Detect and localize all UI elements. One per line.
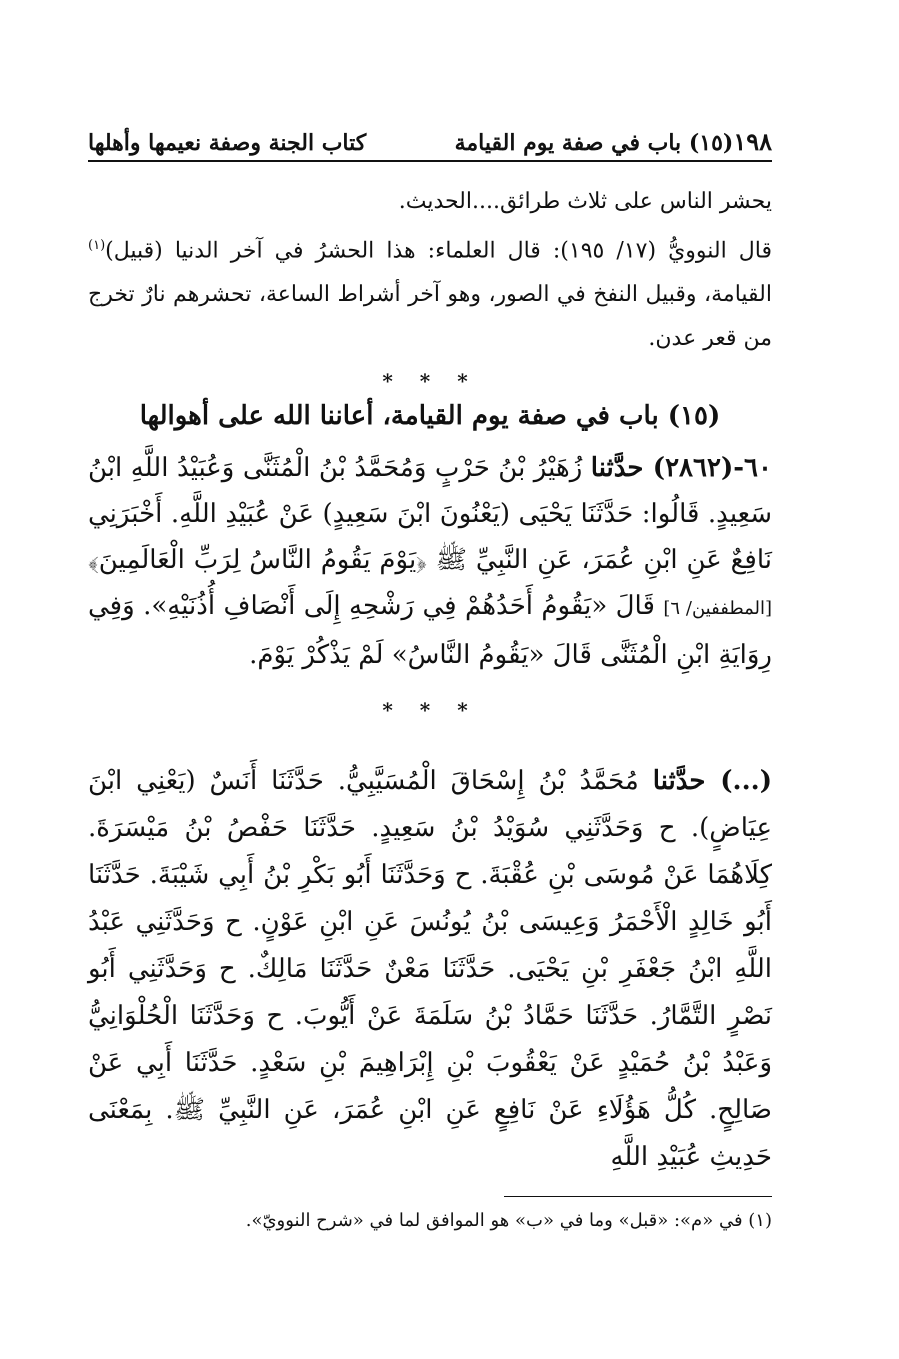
hadith-paragraph: [88, 758, 772, 1181]
hadith-text: مُحَمَّدُ بْنُ إِسْحَاقَ الْمُسَيَّبِيُّ. حَدَّثَنَا أَنَسٌ (يَعْنِي ابْنَ عِيَاضٍ). ح وَحَدَّثَنِي سُوَيْدُ بْنُ سَعِيدٍ. حَدَّثَنَا حَفْصُ بْنُ مَيْسَرَةَ. كِلَاهُمَا عَنْ مُوسَى بْنِ عُقْبَةَ. ح وَحَدَّثَنَا أَبُو بَكْرِ بْنُ أَبِي شَيْبَةَ. حَدَّثَنَا أَبُو خَالِدٍ الْأَحْمَرُ وَعِيسَى بْنُ يُونُسَ عَنِ ابْنِ عَوْنٍ. ح وَحَدَّثَنِي عَبْدُ اللَّهِ ابْنُ جَعْفَرِ بْنِ يَحْيَى. حَدَّثَنَا مَعْنٌ حَدَّثَنَا مَالِكٌ. ح وَحَدَّثَنِي أَبُو نَصْرٍ التَّمَّارُ. حَدَّثَنَا حَمَّادُ بْنُ سَلَمَةَ عَنْ أَيُّوبَ. ح وَحَدَّثَنَا الْحُلْوَانِيُّ وَعَبْدُ بْنُ حُمَيْدٍ عَنْ يَعْقُوبَ بْنِ إِبْرَاهِيمَ بْنِ سَعْدٍ. حَدَّثَنَا أَبِي عَنْ صَالِحٍ. كُلُّ هَؤُلَاءِ عَنْ نَافِعٍ عَنِ ابْنِ عُمَرَ، عَنِ النَّبِيِّ ﷺ. بِمَعْنَى حَدِيثِ عُبَيْدِ اللَّهِ: [88, 766, 772, 1173]
hadith-lead-word: حدَّثنا: [590, 453, 653, 484]
commentary-text: القيامة، وقبيل النفخ في الصور، وهو آخر أشراط الساعة، تحشرهم نارٌ تخرج من قعر عدن.: [88, 282, 772, 352]
running-chapter-title: (١٥) باب في صفة يوم القيامة: [454, 130, 734, 156]
hadith-text: قَالَ «يَقُومُ أَحَدُهُمْ فِي رَشْحِهِ إِلَى أَنْصَافِ أُذُنَيْهِ». وَفِي رِوَايَةِ ابْنِ الْمُثَنَّى قَالَ «يَقُومُ النَّاسُ» لَمْ يَذْكُرْ يَوْمَ.: [88, 591, 772, 671]
commentary-text: قال النوويُّ (١٧/ ١٩٥): قال العلماء: هذا الحشرُ في آخر الدنيا (قبيل): [105, 238, 772, 264]
page: [88, 118, 772, 1181]
page-number: ١٩٨: [733, 127, 772, 156]
running-book-title: كتاب الجنة وصفة نعيمها وأهلها: [88, 130, 367, 156]
running-head: [88, 118, 772, 162]
commentary-line: يحشر الناس على ثلاث طرائق....الحديث.: [398, 189, 772, 214]
footnote-marker: (١): [88, 238, 106, 253]
hadith-paragraph: [88, 445, 772, 678]
section-separator: * * *: [382, 369, 478, 394]
footnote-rule: [504, 1196, 772, 1197]
footnote: (١) في «م»: «قبل» وما في «ب» هو الموافق لما في «شرح النوويّ».: [245, 1210, 772, 1231]
section-separator: * * *: [382, 698, 478, 723]
hadith-continuation: [88, 758, 772, 1181]
hadith-number: (...): [720, 766, 772, 797]
chapter-heading: (١٥) باب في صفة يوم القيامة، أعاننا الله على أهوالها: [139, 401, 721, 432]
quran-reference: [المطففين/ ٦]: [663, 598, 772, 620]
previous-commentary: [88, 180, 772, 361]
hadith-lead-word: حدَّثنا: [652, 766, 721, 797]
hadith-60: [88, 445, 772, 678]
hadith-text: زُهَيْرُ بْنُ حَرْبٍ وَمُحَمَّدُ بْنُ الْمُثَنَّى وَعُبَيْدُ اللَّهِ ابْنُ سَعِيدٍ. قَالُوا: حَدَّثَنَا يَحْيَى (يَعْنُونَ ابْنَ سَعِيدٍ) عَنْ عُبَيْدِ اللَّهِ. أَخْبَرَنِي نَافِعٌ عَنِ ابْنِ عُمَرَ، عَنِ النَّبِيِّ ﷺ ﴿يَوْمَ يَقُومُ النَّاسُ لِرَبِّ الْعَالَمِينَ﴾: [88, 453, 772, 576]
commentary-paragraph: [88, 224, 772, 361]
hadith-number: ٦٠-(٢٨٦٢): [652, 453, 772, 484]
